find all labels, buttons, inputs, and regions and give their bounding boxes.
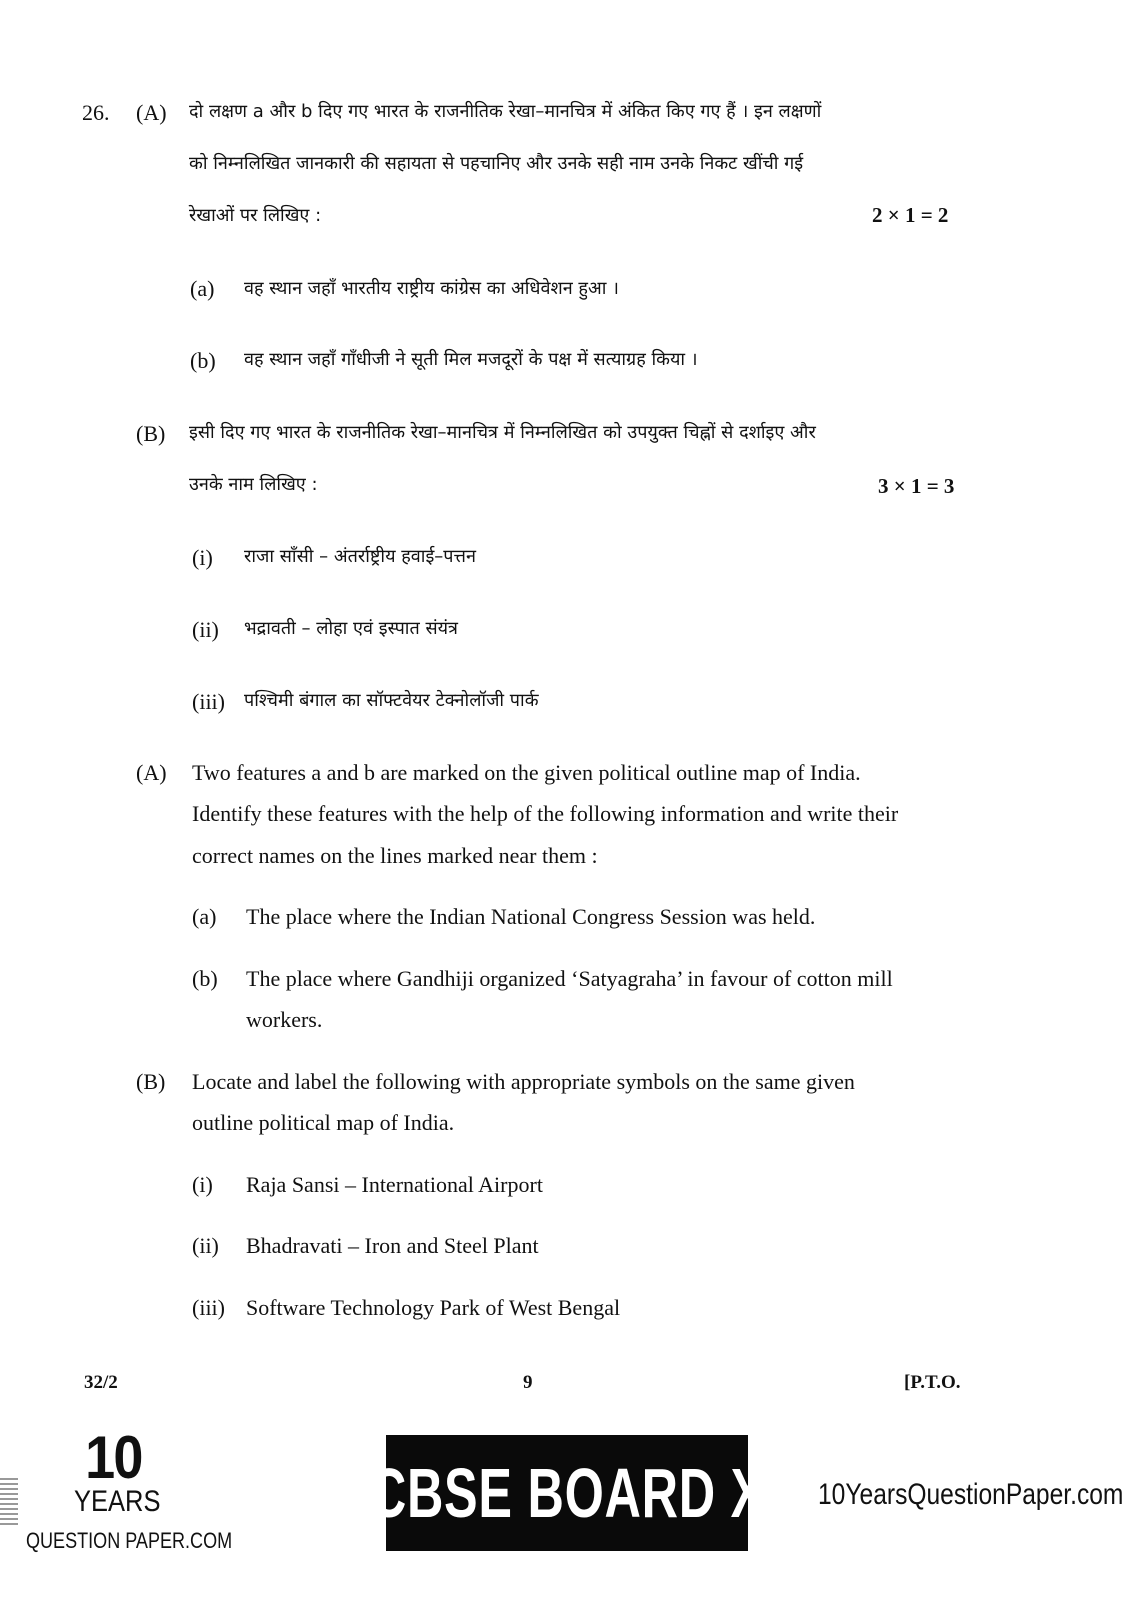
hindi-part-b-line-1: इसी दिए गए भारत के राजनीतिक रेखा–मानचित्र में निम्नलिखित को उपयुक्त चिह्नों से दर्शाइए और bbox=[189, 422, 816, 443]
english-part-b-label: (B) bbox=[136, 1069, 166, 1094]
english-a-item-text-continued: workers. bbox=[246, 1007, 323, 1032]
hindi-part-a-line-2: को निम्नलिखित जानकारी की सहायता से पहचानिए और उनके सही नाम उनके निकट खींची गई bbox=[189, 153, 804, 174]
hindi-part-a-label: (A) bbox=[136, 100, 167, 125]
english-a-item-text: The place where Gandhiji organized ‘Satyagraha’ in favour of cotton mill bbox=[246, 966, 893, 991]
english-b-item-text: Raja Sansi – International Airport bbox=[246, 1172, 543, 1197]
english-part-b-line-2: outline political map of India. bbox=[192, 1110, 455, 1135]
english-a-item-label: (a) bbox=[192, 904, 217, 929]
logo-years: YEARS bbox=[74, 1485, 161, 1518]
hindi-a-item-label: (a) bbox=[190, 276, 215, 301]
english-part-a-line-2: Identify these features with the help of the following information and write their bbox=[192, 801, 899, 826]
hindi-b-item-text: पश्चिमी बंगाल का सॉफ्टवेयर टेक्नोलॉजी पार्क bbox=[244, 690, 539, 711]
cbse-banner bbox=[369, 1435, 765, 1551]
hindi-part-a-line-3: रेखाओं पर लिखिए : bbox=[189, 205, 322, 226]
english-b-item-text: Bhadravati – Iron and Steel Plant bbox=[246, 1233, 539, 1258]
hindi-b-item-text: राजा साँसी – अंतर्राष्ट्रीय हवाई–पत्तन bbox=[244, 546, 476, 567]
hindi-part-b-marks: 3 × 1 = 3 bbox=[878, 474, 955, 498]
website-link[interactable]: 10YearsQuestionPaper.com bbox=[818, 1478, 1124, 1511]
hindi-part-a-line-1: दो लक्षण a और b दिए गए भारत के राजनीतिक रेखा–मानचित्र में अंकित किए गए हैं । इन लक्षणों bbox=[189, 101, 822, 122]
english-b-item-label: (iii) bbox=[192, 1295, 225, 1320]
hindi-part-b-line-2: उनके नाम लिखिए : bbox=[189, 474, 318, 495]
english-b-item-label: (ii) bbox=[192, 1233, 219, 1258]
english-a-item-label: (b) bbox=[192, 966, 218, 991]
english-b-item-text: Software Technology Park of West Bengal bbox=[246, 1295, 621, 1320]
hindi-b-item-label: (iii) bbox=[192, 689, 225, 714]
hindi-a-item-text: वह स्थान जहाँ गाँधीजी ने सूती मिल मजदूरों के पक्ष में सत्याग्रह किया । bbox=[244, 349, 698, 370]
hindi-b-item-label: (i) bbox=[192, 545, 213, 570]
english-part-a-line-3: correct names on the lines marked near them : bbox=[192, 843, 598, 868]
english-part-a-line-1: Two features a and b are marked on the given political outline map of India. bbox=[192, 760, 861, 785]
english-a-item-text: The place where the Indian National Congress Session was held. bbox=[246, 904, 816, 929]
pto-label: [P.T.O. bbox=[904, 1372, 961, 1393]
hindi-part-a-marks: 2 × 1 = 2 bbox=[872, 203, 949, 227]
paper-code: 32/2 bbox=[84, 1372, 118, 1393]
hindi-a-item-label: (b) bbox=[190, 348, 216, 373]
logo-stripes bbox=[0, 1478, 18, 1528]
hindi-b-item-text: भद्रावती – लोहा एवं इस्पात संयंत्र bbox=[244, 618, 458, 639]
english-part-b-line-1: Locate and label the following with appropriate symbols on the same given bbox=[192, 1069, 855, 1094]
question-number: 26. bbox=[82, 100, 110, 125]
hindi-a-item-text: वह स्थान जहाँ भारतीय राष्ट्रीय कांग्रेस का अधिवेशन हुआ । bbox=[244, 278, 619, 299]
hindi-part-b-label: (B) bbox=[136, 421, 166, 446]
logo-site-name: QUESTION PAPER.COM bbox=[26, 1528, 233, 1553]
cbse-banner-text: CBSE BOARD X bbox=[369, 1454, 765, 1532]
logo-number: 10 bbox=[85, 1424, 142, 1491]
english-part-a-label: (A) bbox=[136, 760, 167, 785]
page-number: 9 bbox=[523, 1372, 533, 1393]
hindi-b-item-label: (ii) bbox=[192, 617, 219, 642]
english-b-item-label: (i) bbox=[192, 1172, 213, 1197]
